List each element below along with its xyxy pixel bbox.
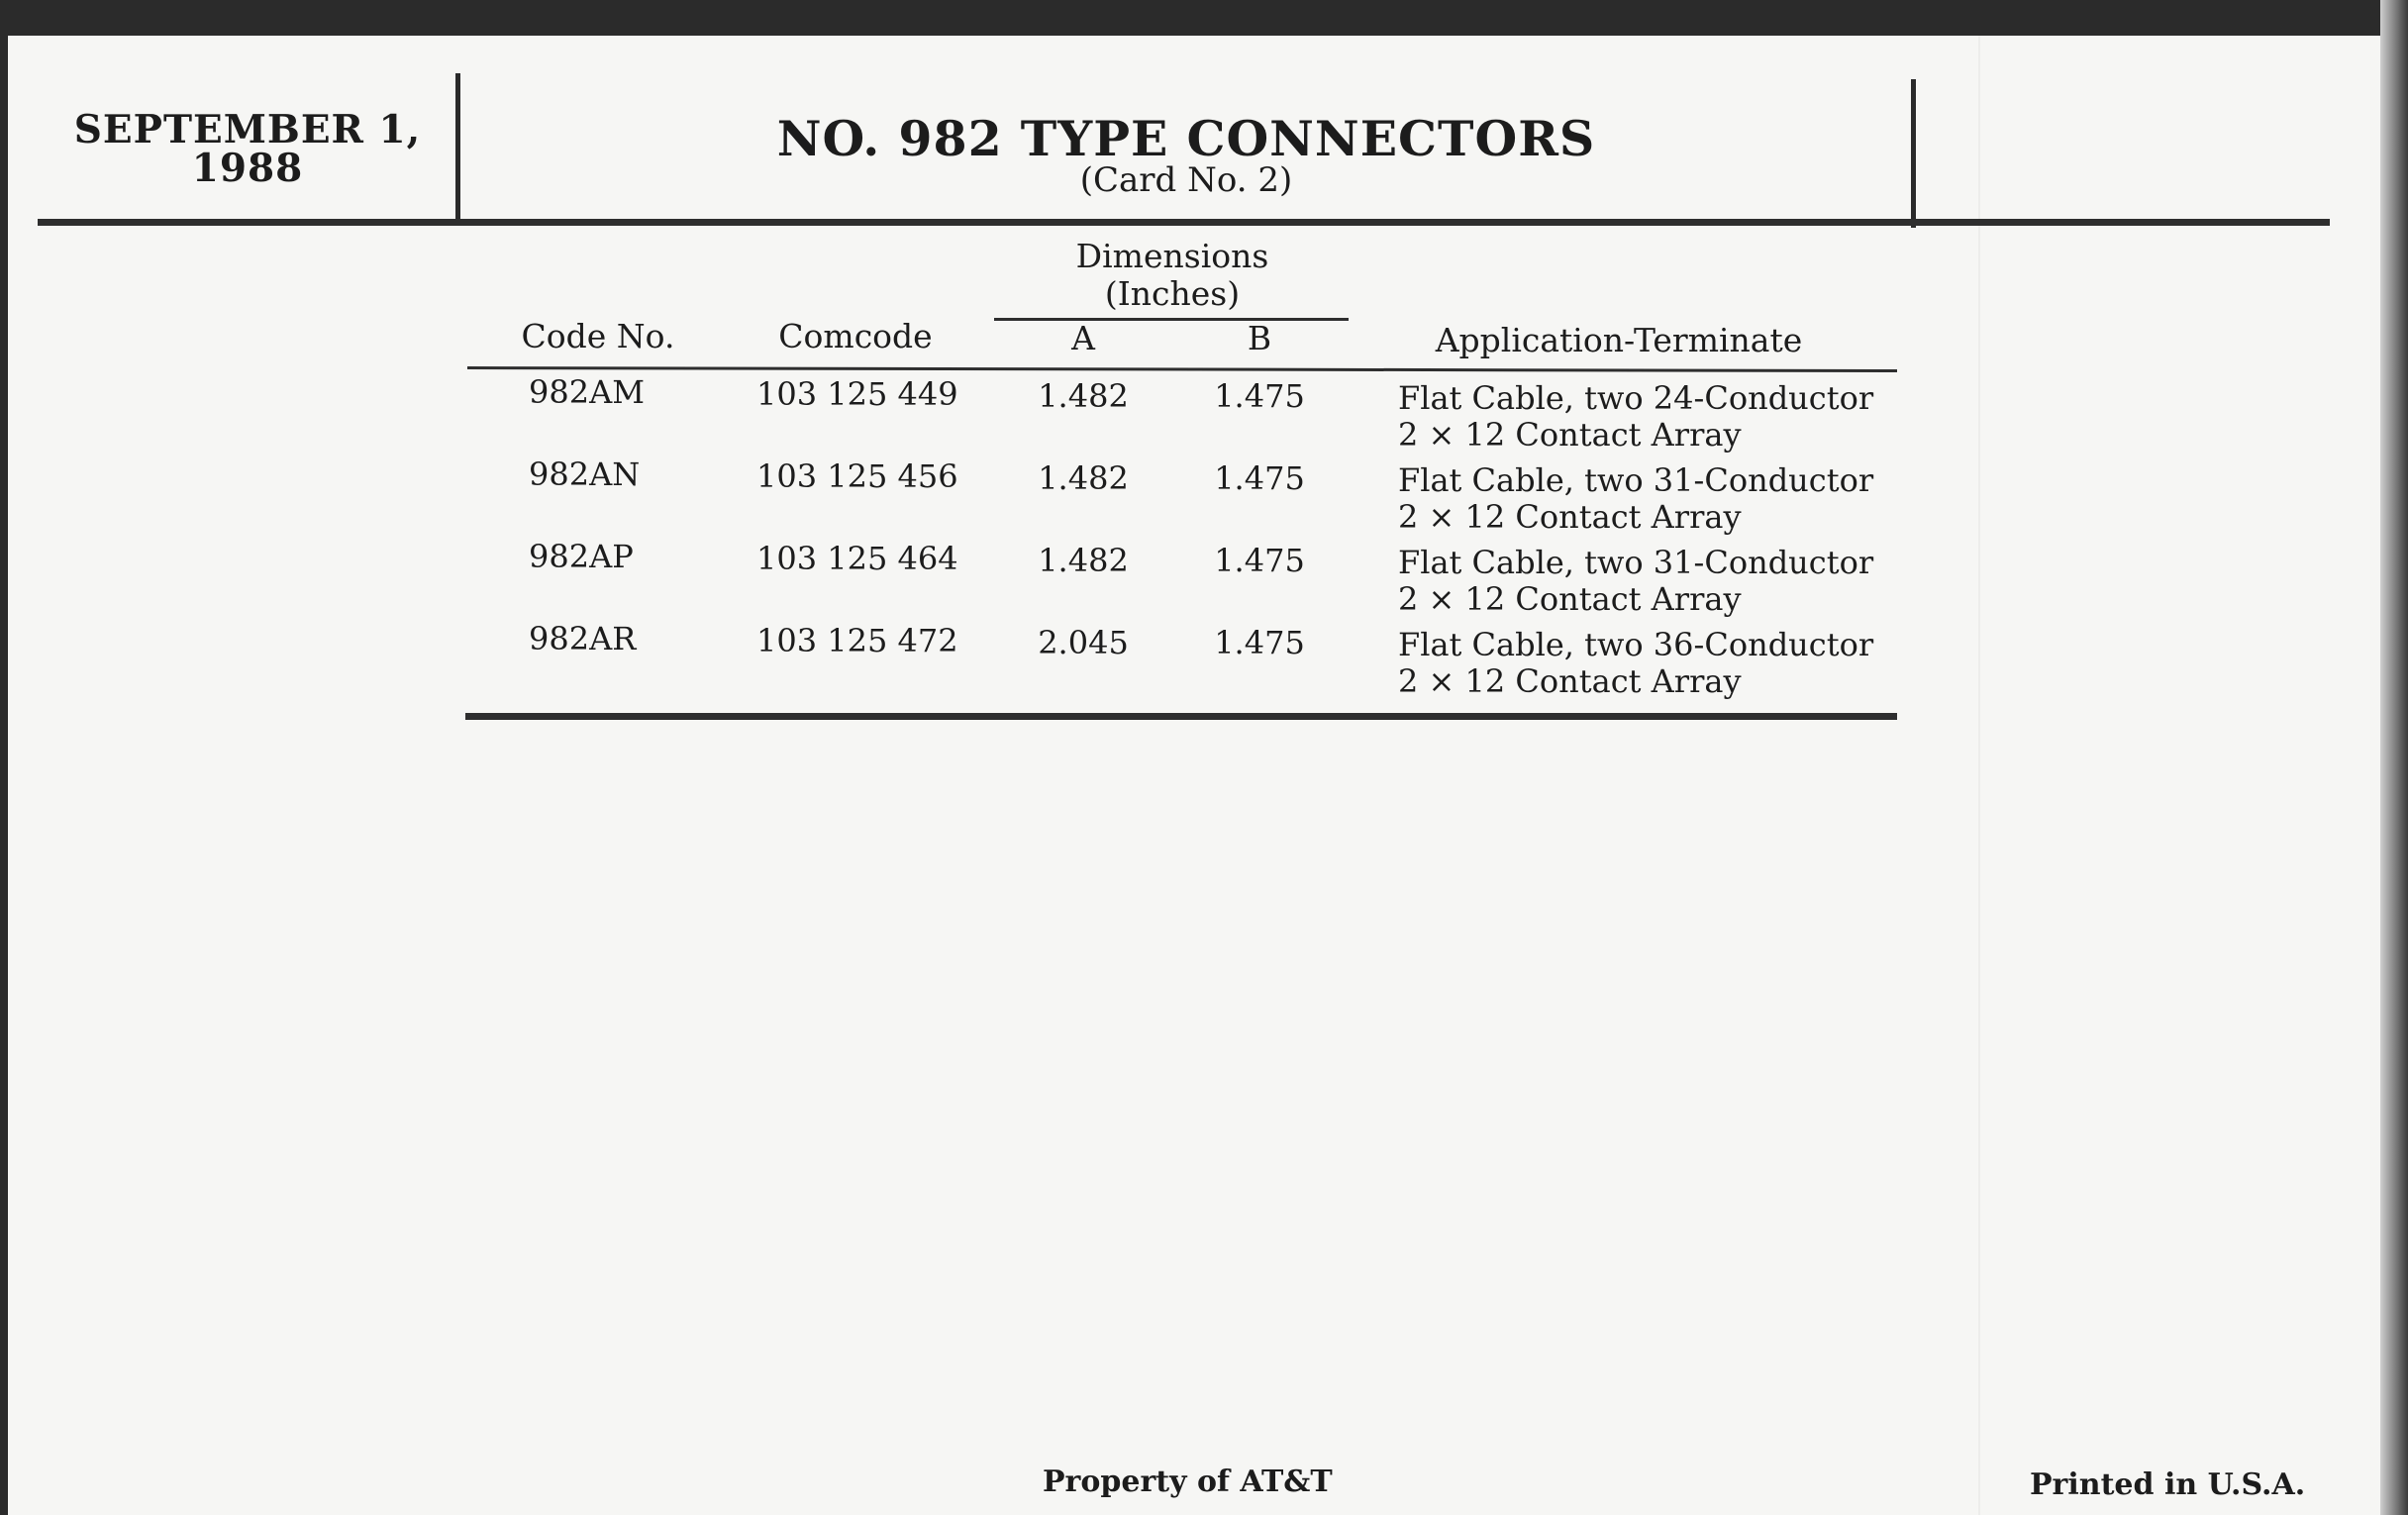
cell-a: 1.482 [1038,377,1129,415]
header-comcode: Comcode [778,317,933,355]
cell-comcode: 103 125 456 [756,457,958,495]
header-date [40,107,455,191]
cell-code: 982AM [529,373,645,411]
header-divider-left [455,73,460,222]
cell-code: 982AP [529,538,634,575]
cell-b: 1.475 [1214,459,1305,497]
fold-mark [1978,36,1980,1515]
header-a: A [1071,319,1095,357]
date-line: SEPTEMBER 1, [73,107,422,152]
scan-edge [2380,0,2408,1515]
header-application: Application-Terminate [1435,321,1803,359]
cell-application-array: 2 × 12 Contact Array [1398,662,1742,700]
cell-a: 2.045 [1038,624,1129,661]
cell-comcode: 103 125 472 [756,622,958,659]
cell-application: Flat Cable, two 24-Conductor [1398,379,1874,417]
table-bottom-rule [465,713,1897,720]
cell-b: 1.475 [1214,624,1305,661]
cell-application: Flat Cable, two 31-Conductor [1398,544,1874,581]
footer-printed: Printed in U.S.A. [2030,1467,2306,1502]
cell-application-array: 2 × 12 Contact Array [1398,498,1742,536]
header-divider-right [1911,79,1916,228]
cell-application: Flat Cable, two 36-Conductor [1398,626,1874,663]
cell-code: 982AR [529,620,637,657]
cell-application: Flat Cable, two 31-Conductor [1398,461,1874,499]
cell-application-array: 2 × 12 Contact Array [1398,580,1742,618]
cell-b: 1.475 [1214,542,1305,579]
footer-property: Property of AT&T [1043,1464,1333,1499]
dimensions-header [994,238,1351,313]
cell-comcode: 103 125 449 [756,375,958,413]
inches-label: (Inches) [1104,274,1241,313]
cell-application-array: 2 × 12 Contact Array [1398,416,1742,454]
cell-code: 982AN [529,455,641,493]
header-rule [38,219,2330,226]
header-b: B [1247,319,1272,357]
year-line: 1988 [191,146,304,191]
cell-comcode: 103 125 464 [756,540,958,577]
dimensions-label: Dimensions [1075,237,1269,275]
page-subtitle: (Card No. 2) [1079,160,1293,200]
cell-b: 1.475 [1214,377,1305,415]
page-title: NO. 982 TYPE CONNECTORS [776,110,1596,167]
cell-a: 1.482 [1038,542,1129,579]
header-code: Code No. [521,317,675,355]
cell-a: 1.482 [1038,459,1129,497]
